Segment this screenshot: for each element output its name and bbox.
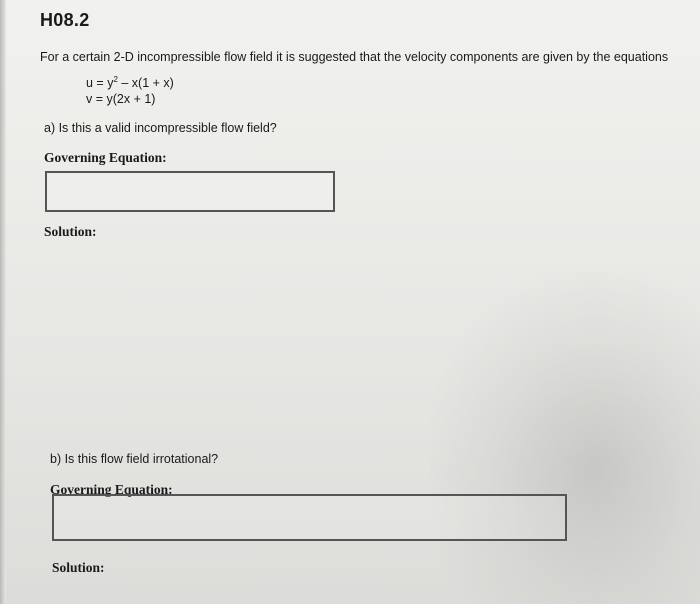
problem-prompt: For a certain 2-D incompressible flow field it is suggested that the velocity components are given by the equations	[40, 50, 669, 64]
equation-u-prefix: u = y	[86, 76, 114, 91]
equation-u-exponent: 2	[113, 75, 118, 84]
shadow-area	[430, 270, 700, 604]
equation-u-suffix: – x(1 + x)	[117, 76, 174, 91]
governing-equation-box-a[interactable]	[45, 171, 335, 212]
solution-label-a: Solution:	[44, 224, 97, 239]
governing-equation-label-b: Governing Equation:	[50, 482, 173, 497]
governing-equation-box-b[interactable]	[52, 494, 567, 541]
question-b: b) Is this flow field irrotational?	[50, 452, 219, 466]
problem-title: H08.2	[40, 10, 90, 30]
equation-v: v = y(2x + 1)	[86, 92, 156, 106]
equation-u	[86, 75, 174, 90]
solution-label-b: Solution:	[52, 560, 105, 575]
page-edge	[0, 0, 6, 604]
question-a: a) Is this a valid incompressible flow field?	[44, 121, 277, 135]
governing-equation-label-a: Governing Equation:	[44, 150, 167, 165]
